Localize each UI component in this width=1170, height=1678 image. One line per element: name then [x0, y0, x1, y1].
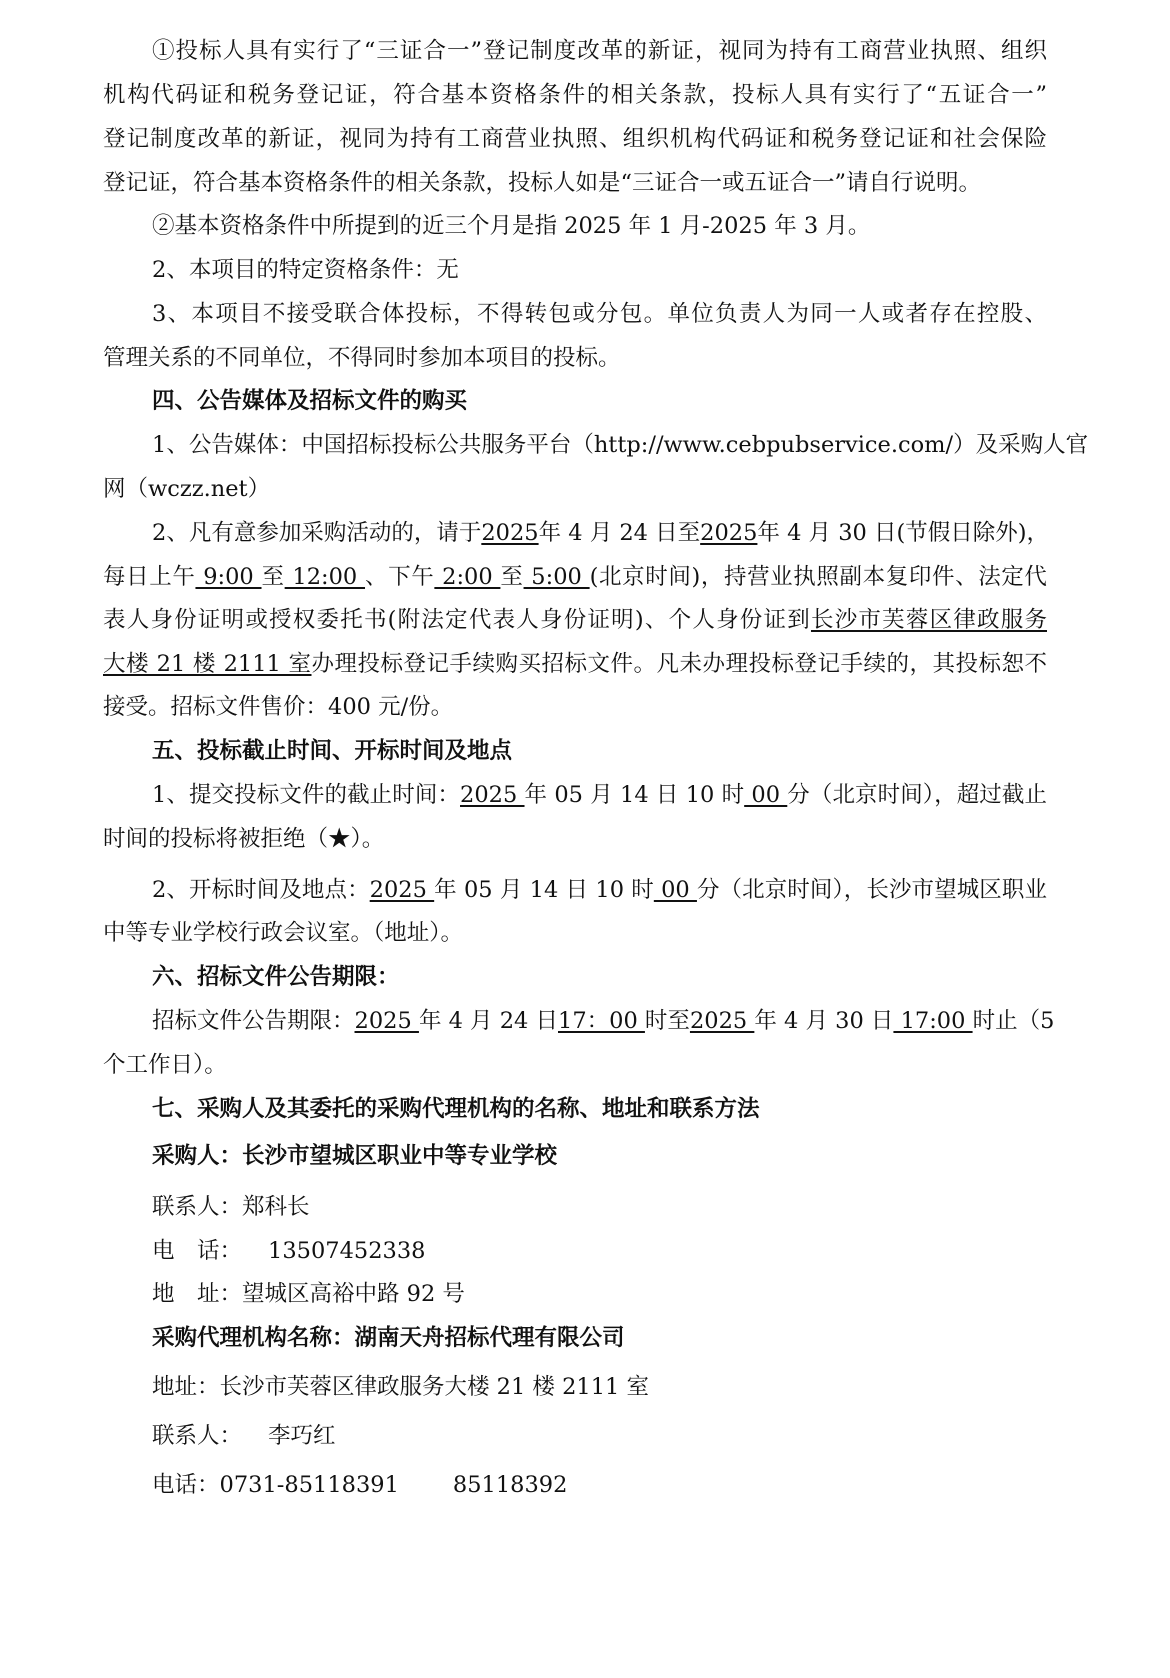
- section-4-1-line-1: 1、公告媒体：中国招标投标公共服务平台（http://www.cebpubservice.com/）及采购人官: [152, 432, 1089, 458]
- purchaser-phone: 电 话： 13507452338: [152, 1238, 426, 1264]
- section-4-2-line-2: 每日上午 9:00 至 12:00 、下午 2:00 至 5:00 (北京时间)，持营业执照副本复印件、法定代: [103, 564, 1047, 590]
- section-6-heading: 六、招标文件公告期限：: [152, 964, 400, 990]
- section-5-1-line-2: 时间的投标将被拒绝（★）。: [103, 826, 385, 852]
- agency-phone: 电话：0731-85118391 85118392: [152, 1472, 568, 1498]
- para-1-line-3: 登记制度改革的新证，视同为持有工商营业执照、组织机构代码证和税务登记证和社会保险: [103, 126, 1047, 152]
- para-3: 2、本项目的特定资格条件：无: [152, 257, 459, 283]
- section-4-2-line-3: 表人身份证明或授权委托书(附法定代表人身份证明)、个人身份证到长沙市芙蓉区律政服务: [103, 607, 1047, 633]
- section-4-1-line-2: 网（wczz.net）: [103, 476, 271, 502]
- purchaser-address: 地 址：望城区高裕中路 92 号: [152, 1281, 465, 1307]
- section-4-2-line-1: 2、凡有意参加采购活动的，请于2025年 4 月 24 日至2025年 4 月 30 日(节假日除外)，: [152, 520, 1050, 546]
- para-1-line-4: 登记证，符合基本资格条件的相关条款，投标人如是“三证合一或五证合一”请自行说明。: [103, 170, 982, 196]
- para-2: ②基本资格条件中所提到的近三个月是指 2025 年 1 月-2025 年 3 月。: [152, 213, 871, 239]
- para-1-line-2: 机构代码证和税务登记证，符合基本资格条件的相关条款，投标人具有实行了“五证合一”: [103, 82, 1047, 108]
- section-7-heading: 七、采购人及其委托的采购代理机构的名称、地址和联系方法: [152, 1096, 760, 1122]
- section-5-heading: 五、投标截止时间、开标时间及地点: [152, 738, 513, 764]
- section-5-1-line-1: 1、提交投标文件的截止时间：2025 年 05 月 14 日 10 时 00 分（北京时间），超过截止: [152, 782, 1047, 808]
- section-4-heading: 四、公告媒体及招标文件的购买: [152, 388, 468, 414]
- para-4-line-2: 管理关系的不同单位，不得同时参加本项目的投标。: [103, 345, 621, 371]
- purchaser-contact: 联系人：郑科长: [152, 1194, 310, 1220]
- section-4-2-line-5: 接受。招标文件售价：400 元/份。: [103, 694, 454, 720]
- para-4-line-1: 3、本项目不接受联合体投标，不得转包或分包。单位负责人为同一人或者存在控股、: [152, 301, 1047, 327]
- agency-name: 采购代理机构名称：湖南天舟招标代理有限公司: [152, 1325, 625, 1351]
- agency-address: 地址：长沙市芙蓉区律政服务大楼 21 楼 2111 室: [152, 1374, 650, 1400]
- section-4-2-line-4: 大楼 21 楼 2111 室办理投标登记手续购买招标文件。凡未办理投标登记手续的，其投标恕不: [103, 651, 1047, 677]
- para-1-line-1: ①投标人具有实行了“三证合一”登记制度改革的新证，视同为持有工商营业执照、组织: [152, 38, 1047, 64]
- purchaser-name: 采购人：长沙市望城区职业中等专业学校: [152, 1143, 558, 1169]
- section-5-2-line-1: 2、开标时间及地点：2025 年 05 月 14 日 10 时 00 分（北京时间），长沙市望城区职业: [152, 877, 1047, 903]
- agency-contact: 联系人： 李巧红: [152, 1423, 336, 1449]
- section-5-2-line-2: 中等专业学校行政会议室。（地址）。: [103, 920, 464, 946]
- section-6-line-1: 招标文件公告期限：2025 年 4 月 24 日17：00 时至2025 年 4 月 30 日 17:00 时止（5: [152, 1008, 1055, 1034]
- section-6-line-2: 个工作日）。: [103, 1052, 227, 1078]
